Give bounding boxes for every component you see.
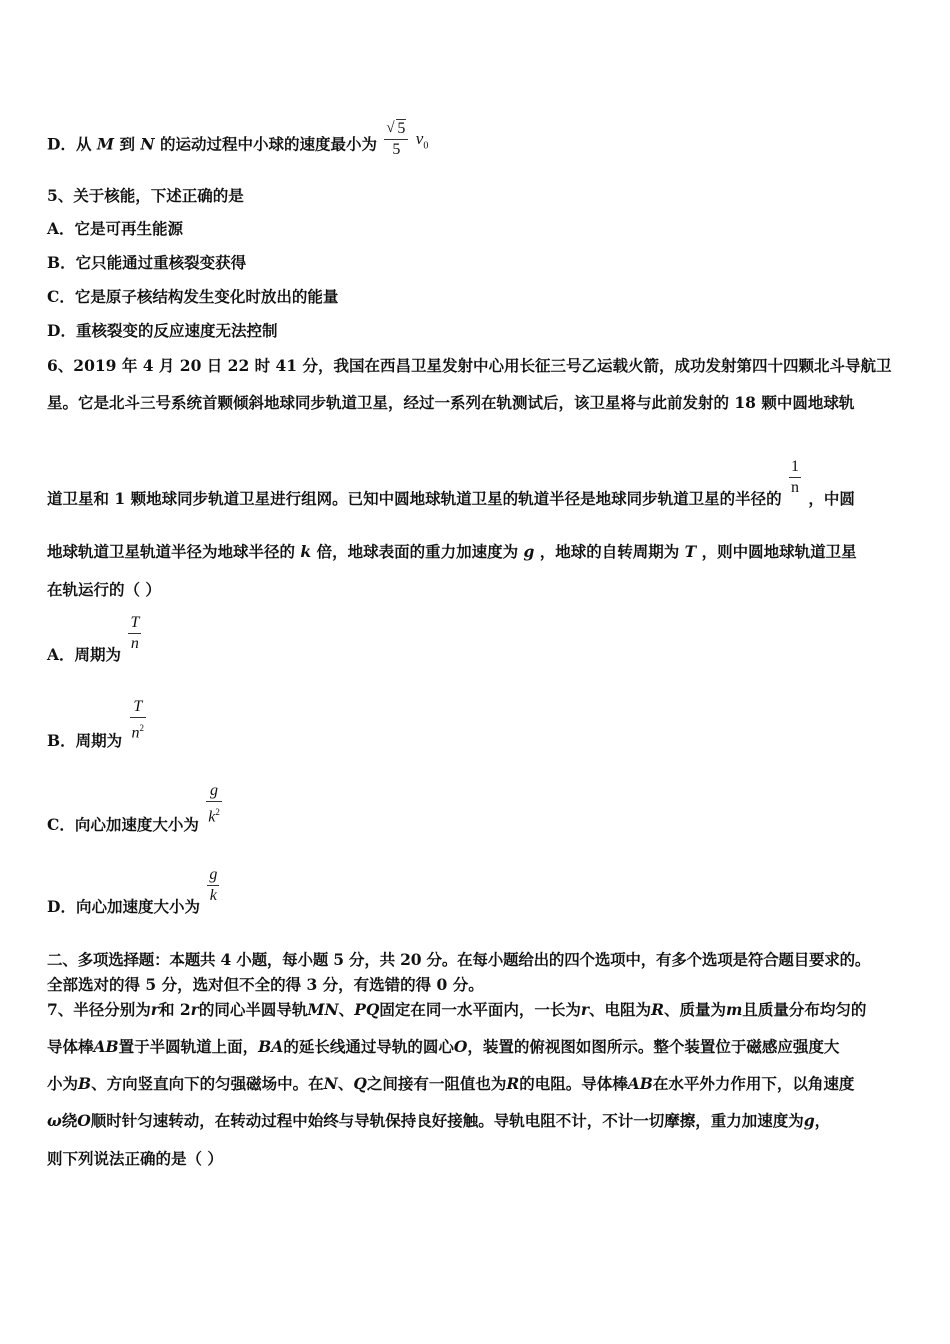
q6-c-label: C．向心加速度大小为	[47, 815, 199, 835]
q6-c-den-exp: 2	[215, 807, 220, 817]
q6-a-num: T	[128, 614, 141, 634]
q6-b-den-exp: 2	[139, 723, 145, 733]
q6-d-den: k	[209, 887, 217, 904]
q6-line3-text: ，中圆	[808, 488, 855, 508]
section2-heading-line1: 二、多项选择题：本题共 4 小题，每小题 5 分，共 20 分。在每小题给出的四个选项中，有多个选项是符合题目要求的。	[47, 950, 871, 969]
q6-option-c	[47, 782, 224, 835]
q6-d-label: D．向心加速度大小为	[47, 896, 200, 916]
q6-stem-line3	[47, 458, 855, 508]
q6-d-num: g	[207, 866, 219, 886]
q7-stem-line5: 则下列说法正确的是（ ）	[47, 1149, 223, 1168]
q6-option-b	[47, 698, 148, 751]
q5-stem: 5、关于核能，下述正确的是	[47, 186, 244, 205]
section2-heading-line2: 全部选对的得 5 分，选对但不全的得 3 分，有选错的得 0 分。	[47, 975, 484, 994]
q6-ratio-fraction	[789, 458, 801, 497]
q4-d-var-m: M	[96, 134, 115, 154]
q7-stem-line4: ω绕O顺时针匀速转动，在转动过程中始终与导轨保持良好接触。导轨电阻不计，不计一切摩擦，重力加速度为g，	[47, 1111, 831, 1130]
q6-c-fraction	[206, 782, 222, 826]
q6-stem-line1: 6、2019 年 4 月 20 日 22 时 41 分，我国在西昌卫星发射中心用长征三号乙运载火箭，成功发射第四十四颗北斗导航卫	[47, 356, 892, 375]
q4-d-var-n: N	[140, 134, 155, 154]
q6-b-den: n	[131, 724, 140, 742]
q4-d-text: D．从	[47, 134, 92, 154]
q6-b-fraction	[130, 698, 147, 742]
q4-d-v0: $v_0$	[415, 128, 429, 151]
q6-var-g: g	[523, 542, 535, 561]
q5-option-a: A．它是可再生能源	[47, 219, 184, 238]
q6-stem-line4	[47, 542, 857, 562]
q6-option-a	[47, 614, 143, 664]
q6-var-k: k	[300, 542, 312, 561]
q4-d-text: 的运动过程中小球的速度最小为	[159, 134, 377, 154]
q6-ratio-num: 1	[789, 458, 801, 478]
q7-stem-line1: 7、半径分别为r和 2r的同心半圆导轨MN、PQ固定在同一水平面内，一长为r、电阻为R、质量为m且质量分布均匀的	[47, 1000, 867, 1019]
q5-option-d: D．重核裂变的反应速度无法控制	[47, 321, 278, 340]
q6-c-num: g	[206, 782, 222, 802]
q6-a-fraction	[128, 614, 141, 653]
q5-option-b: B．它只能通过重核裂变获得	[47, 253, 247, 272]
q6-option-d	[47, 866, 221, 916]
q4-d-text: 到	[119, 134, 135, 154]
q6-a-den: n	[130, 635, 139, 652]
q4-d-frac-den: 5	[392, 141, 401, 158]
q4-d-fraction	[384, 120, 408, 159]
q7-stem-line2: 导体棒AB置于半圆轨道上面，BA的延长线通过导轨的圆心O，装置的俯视图如图所示。整个装置位于磁感应强度大	[47, 1037, 840, 1056]
q4-d-frac-num: 5	[397, 120, 406, 137]
q6-line4-text: 地球轨道卫星轨道半径为地球半径的	[47, 542, 296, 561]
q6-line3-text: 道卫星和 1 颗地球同步轨道卫星进行组网。已知中圆地球轨道卫星的轨道半径是地球同步轨道卫星的半径的	[47, 488, 782, 508]
q6-line4-text: ，则中圆地球轨道卫星	[701, 542, 857, 561]
q6-c-den: k	[208, 808, 216, 826]
q6-a-label: A．周期为	[47, 644, 122, 664]
q7-stem-line3: 小为B、方向竖直向下的匀强磁场中。在N、Q之间接有一阻值也为R的电阻。导体棒AB在水平外力作用下，以角速度	[47, 1074, 855, 1093]
q6-stem-line5: 在轨运行的（ ）	[47, 580, 161, 599]
q6-d-fraction	[207, 866, 219, 905]
q4-option-d	[47, 120, 429, 165]
q6-ratio-den: n	[791, 479, 799, 496]
q6-line4-text: ，地球的自转周期为	[539, 542, 680, 561]
q6-var-t: T	[684, 542, 697, 561]
q5-option-c: C．它是原子核结构发生变化时放出的能量	[47, 287, 339, 306]
q6-b-num: T	[130, 698, 147, 718]
q6-stem-line2: 星。它是北斗三号系统首颗倾斜地球同步轨道卫星，经过一系列在轨测试后，该卫星将与此前发射的 18 颗中圆地球轨	[47, 393, 855, 412]
q6-b-label: B．周期为	[47, 731, 123, 751]
q6-line4-text: 倍，地球表面的重力加速度为	[316, 542, 519, 561]
